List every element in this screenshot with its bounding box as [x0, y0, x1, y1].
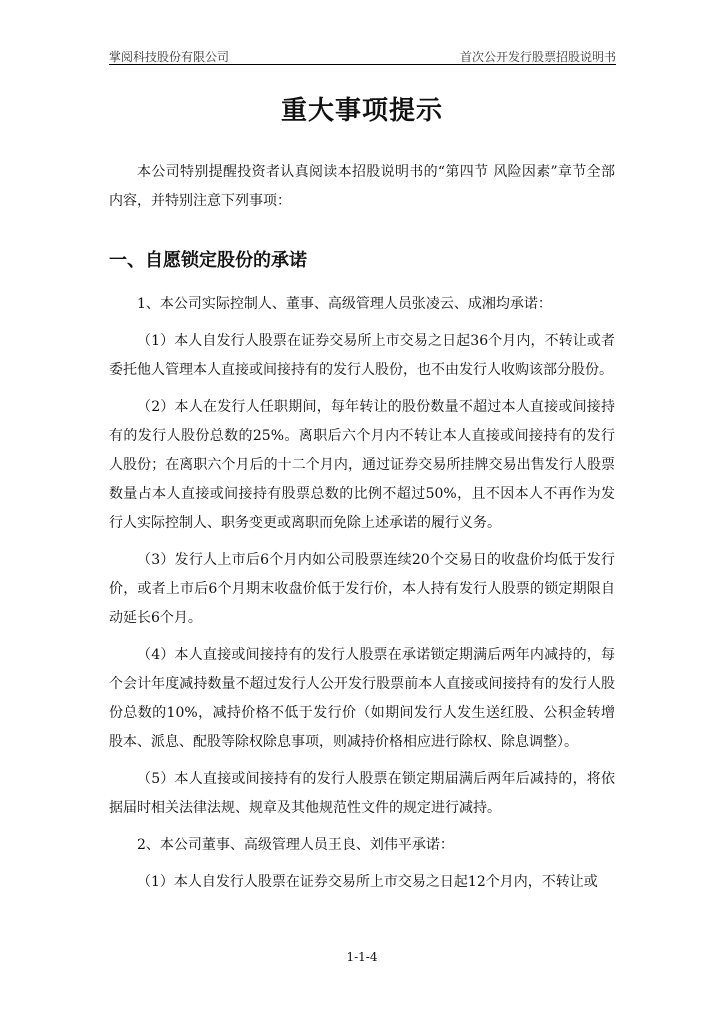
paragraph-item-1: 1、本公司实际控制人、董事、高级管理人员张凌云、成湘均承诺： [137, 296, 552, 312]
page-number: 1-1-4 [346, 950, 378, 964]
header-document-title: 首次公开发行股票招股说明书 [459, 50, 616, 64]
main-content [109, 158, 615, 897]
section-heading: 一、自愿锁定股份的承诺 [109, 250, 307, 271]
header-company: 掌阅科技股份有限公司 [109, 50, 230, 64]
page-header [109, 44, 616, 65]
paragraph-clause-3: （3）发行人上市后6个月内如公司股票连续20个交易日的收盘价均低于发行价，或者上市后6个月期末收盘价低于发行价，本人持有发行人股票的锁定期限自动延长6个月。 [109, 552, 615, 626]
paragraph-clause-5: （5）本人直接或间接持有的发行人股票在锁定期届满后两年后减持的，将依据届时相关法律法规、规章及其他规范性文件的规定进行减持。 [109, 771, 615, 816]
paragraph-clause-1: （1）本人自发行人股票在证券交易所上市交易之日起36个月内，不转让或者委托他人管理本人直接或间接持有的发行人股份，也不由发行人收购该部分股份。 [109, 333, 615, 378]
intro-paragraph: 本公司特别提醒投资者认真阅读本招股说明书的“第四节 风险因素”章节全部内容，并特别注意下列事项： [109, 164, 615, 209]
paragraph-clause-6: （1）本人自发行人股票在证券交易所上市交易之日起12个月内，不转让或 [137, 874, 598, 890]
paragraph-item-2: 2、本公司董事、高级管理人员王良、刘伟平承诺： [137, 837, 454, 853]
paragraph-clause-2: （2）本人在发行人任职期间，每年转让的股份数量不超过本人直接或间接持有的发行人股份总数的25%。离职后六个月内不转让本人直接或间接持有的发行人股份；在离职六个月后的十二个月内，通过证券交易所挂牌交易出售发行人股票数量占本人直接或间接持有股票总数的比例不超过50%，且不因本人不再作为发行人实际控制人、职务变更或离职而免除上述承诺的履行义务。 [109, 399, 615, 531]
paragraph-clause-4: （4）本人直接或间接持有的发行人股票在承诺锁定期满后两年内减持的，每个会计年度减持数量不超过发行人公开发行股票前本人直接或间接持有的发行人股份总数的10%，减持价格不低于发行价（如期间发行人发生送红股、公积金转增股本、派息、配股等除权除息事项，则减持价格相应进行除权、除息调整）。 [109, 647, 615, 750]
page-title: 重大事项提示 [280, 96, 443, 126]
